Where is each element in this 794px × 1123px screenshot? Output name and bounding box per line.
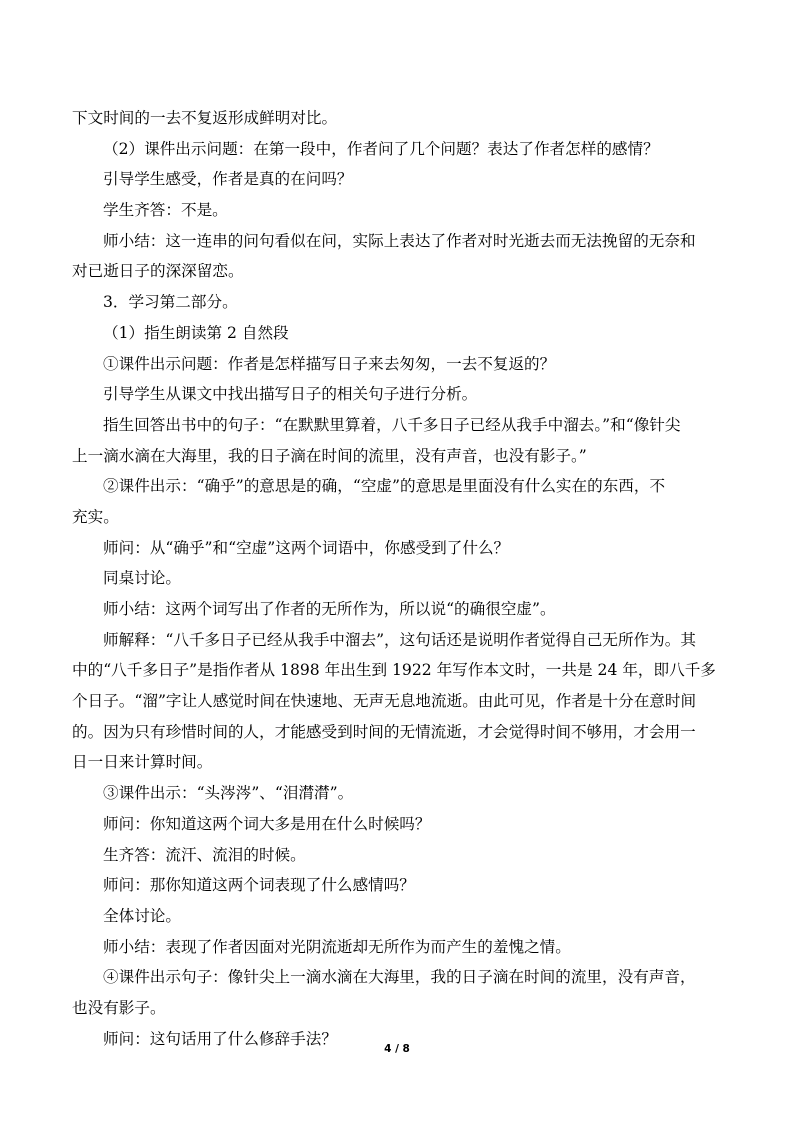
text-line: （1）指生朗读第 2 自然段 bbox=[103, 323, 289, 342]
text-line: 中的“八千多日子”是指作者从 1898 年出生到 1922 年写作本文时，一共是 24 年，即八千多 bbox=[72, 661, 716, 680]
text-line: 师小结：表现了作者因面对光阴流逝却无所作为而产生的羞愧之情。 bbox=[103, 937, 571, 956]
text-line: 师问：这句话用了什么修辞手法？ bbox=[103, 1029, 337, 1048]
text-line: 引导学生感受，作者是真的在问吗？ bbox=[103, 170, 353, 189]
text-line: 上一滴水滴在大海里，我的日子滴在时间的流里，没有声音，也没有影子。” bbox=[72, 446, 587, 465]
text-line: 下文时间的一去不复返形成鲜明对比。 bbox=[72, 109, 338, 127]
text-line: 个日子。“溜”字让人感觉时间在快速地、无声无息地流逝。由此可见，作者是十分在意时间 bbox=[72, 692, 697, 711]
text-line: 师问：那你知道这两个词表现了什么感情吗？ bbox=[103, 876, 415, 895]
text-line: 引导学生从课文中找出描写日子的相关句子进行分析。 bbox=[103, 385, 478, 404]
text-line: ②课件出示：“确乎”的意思是的确，“空虚”的意思是里面没有什么实在的东西，不 bbox=[103, 477, 666, 496]
text-line: 也没有影子。 bbox=[72, 998, 166, 1017]
text-line: ①课件出示问题：作者是怎样描写日子来去匆匆，一去不复返的？ bbox=[103, 354, 556, 373]
text-line: 指生回答出书中的句子：“在默默里算着，八千多日子已经从我手中溜去。”和“像针尖 bbox=[103, 415, 681, 434]
text-line: 学生齐答：不是。 bbox=[103, 201, 228, 220]
text-line: 3．学习第二部分。 bbox=[103, 293, 238, 312]
text-line: 充实。 bbox=[72, 507, 119, 526]
text-line: 同桌讨论。 bbox=[103, 569, 181, 588]
text-line: 日一日来计算时间。 bbox=[72, 753, 213, 772]
text-line: 生齐答：流汗、流泪的时候。 bbox=[103, 845, 306, 864]
text-line: ④课件出示句子：像针尖上一滴水滴在大海里，我的日子滴在时间的流里，没有声音， bbox=[103, 968, 696, 987]
text-line: 师小结：这两个词写出了作者的无所作为，所以说“的确很空虚”。 bbox=[103, 600, 556, 618]
page-number: 4 / 8 bbox=[384, 1043, 410, 1055]
text-line: 师小结：这一连串的问句看似在问，实际上表达了作者对时光逝去而无法挽留的无奈和 bbox=[103, 231, 696, 250]
text-line: 师问：从“确乎”和“空虚”这两个词语中，你感受到了什么？ bbox=[103, 538, 510, 557]
text-line: 对已逝日子的深深留恋。 bbox=[72, 262, 244, 281]
document-body bbox=[72, 103, 722, 1054]
text-line: 全体讨论。 bbox=[103, 906, 181, 925]
text-line: 师问：你知道这两个词大多是用在什么时候吗？ bbox=[103, 814, 431, 833]
text-line: ③课件出示：“头涔涔”、“泪潸潸”。 bbox=[103, 784, 354, 803]
text-line: 师解释：“八千多日子已经从我手中溜去”，这句话还是说明作者觉得自己无所作为。其 bbox=[103, 630, 696, 649]
text-line: （2）课件出示问题：在第一段中，作者问了几个问题？表达了作者怎样的感情？ bbox=[103, 139, 659, 158]
text-line: 的。因为只有珍惜时间的人，才能感受到时间的无情流逝，才会觉得时间不够用，才会用一 bbox=[72, 722, 696, 741]
